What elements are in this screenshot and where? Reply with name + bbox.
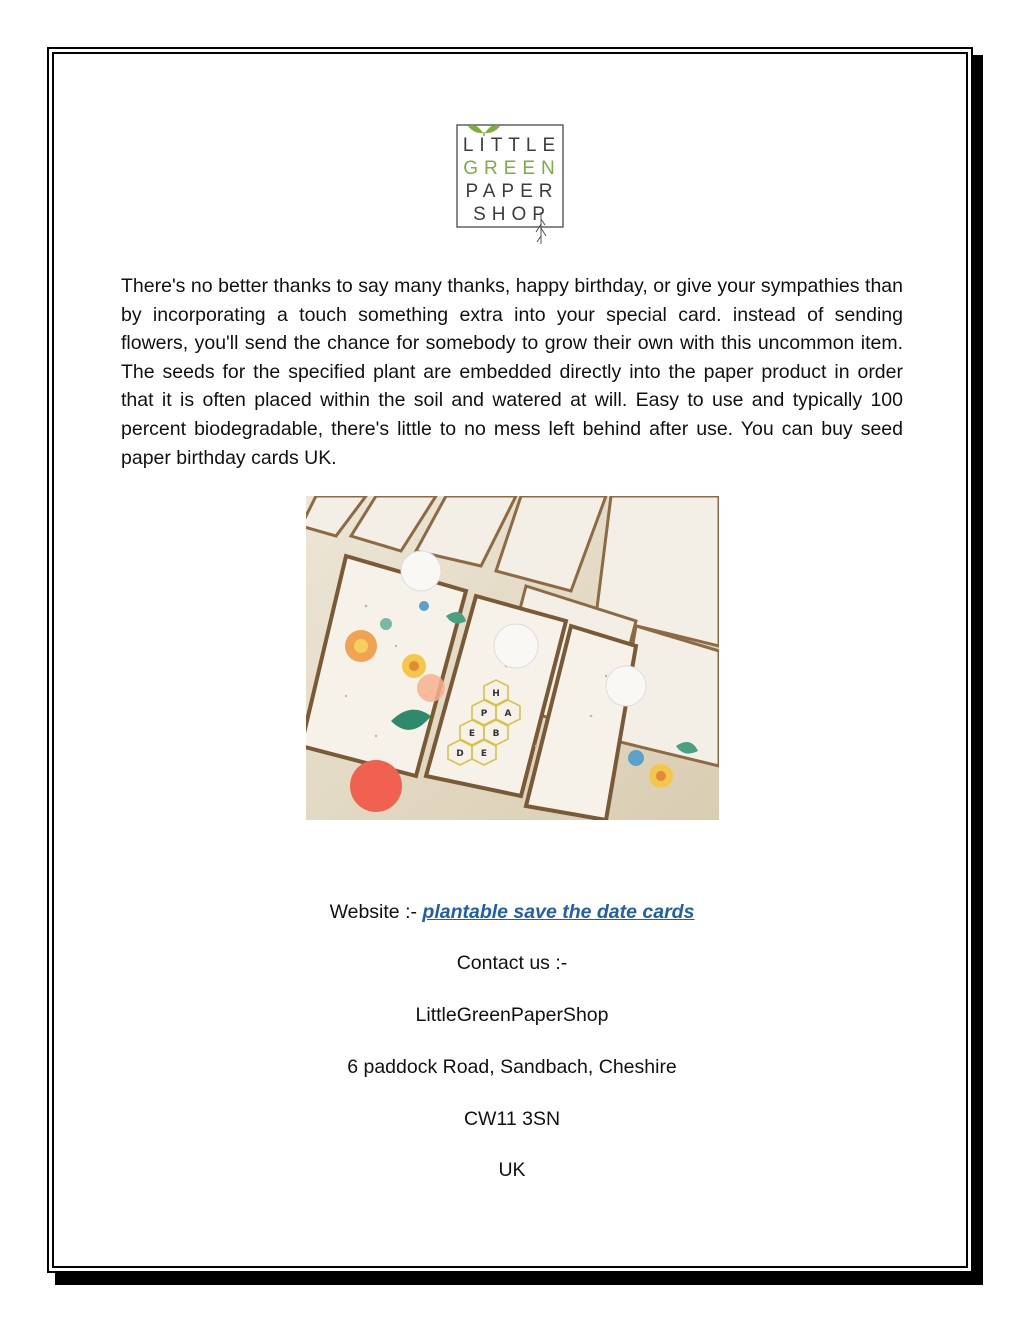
website-line [0, 900, 1024, 924]
hex-letter: H [492, 689, 500, 699]
orange-circle-decoration [350, 760, 402, 812]
body-paragraph: There's no better thanks to say many thanks, happy birthday, or give your sympathies than by incorporating a touch something extra into your special card. instead of sending flowers, you'll send the chance for somebody to grow their own with this uncommon item. The seeds for the specified plant are embedded directly into the paper product in order that it is often placed within the soil and watered at will. Easy to use and typically 100 percent biodegradable, there's little to no mess left behind after use. You can buy seed paper birthday cards UK. [121, 275, 903, 469]
hex-letter: E [468, 729, 476, 739]
logo-line-4: SHOP [473, 204, 551, 225]
logo-line-3: PAPER [465, 181, 559, 202]
country: UK [498, 1159, 526, 1181]
website-label: Website :- [329, 901, 423, 923]
logo-line-2: GREEN [463, 158, 561, 179]
logo-line-1: LITTLE [462, 135, 562, 156]
hex-letter: A [504, 709, 512, 719]
seed-paper-cards-photo [306, 496, 719, 820]
hex-letter: D [456, 749, 464, 759]
hex-letter: B [492, 729, 500, 739]
little-green-paper-shop-logo [456, 120, 564, 248]
company-name: LittleGreenPaperShop [415, 1004, 609, 1026]
postcode: CW11 3SN [463, 1108, 561, 1130]
website-link[interactable]: plantable save the date cards [422, 901, 695, 923]
contact-heading: Contact us :- [456, 952, 568, 974]
hex-letter: E [480, 749, 488, 759]
address-line: 6 paddock Road, Sandbach, Cheshire [347, 1056, 677, 1078]
hex-letter: P [480, 709, 488, 719]
